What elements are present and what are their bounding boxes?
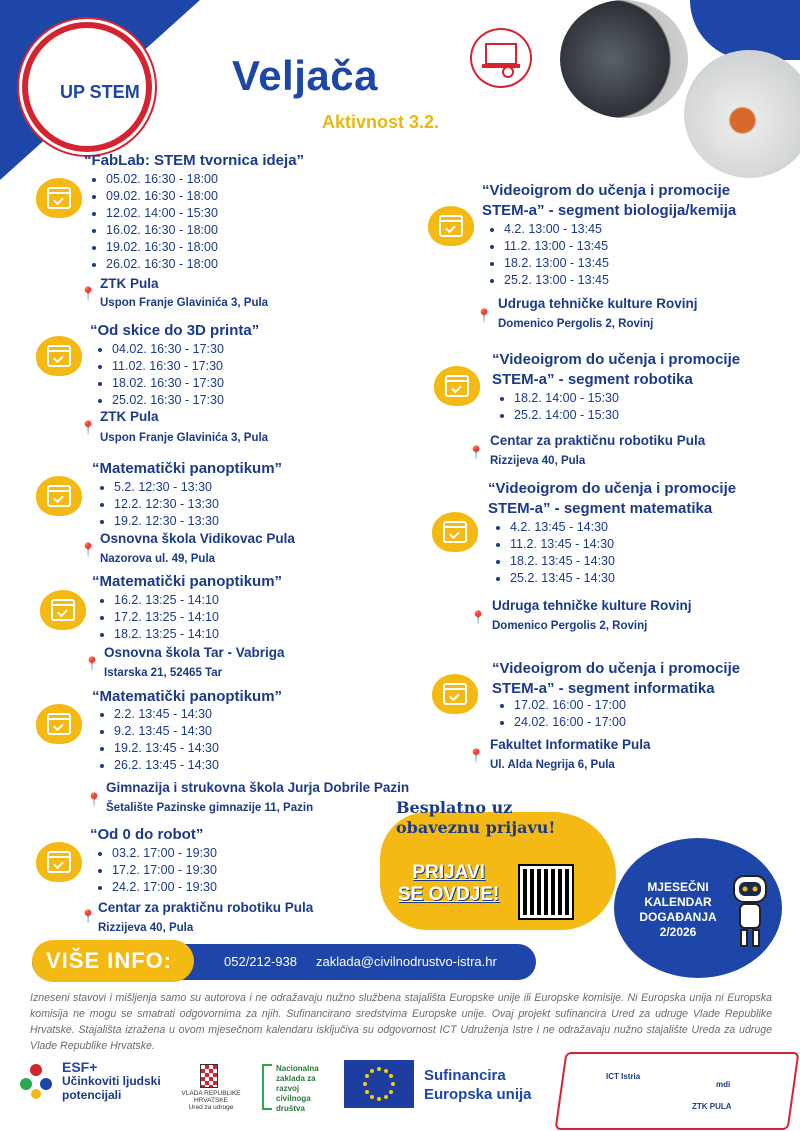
event-date: • 9.2. 13:45 - 14:30	[114, 723, 219, 740]
event-date: • 5.2. 12:30 - 13:30	[114, 479, 219, 496]
page-title: Veljača	[232, 52, 378, 99]
event-location: Udruga tehničke kulture Rovinj	[492, 598, 692, 613]
event-title-line2: STEM-a” - segment matematika	[488, 500, 713, 517]
contact-label: VIŠE INFO:	[46, 948, 173, 973]
event-date: • 25.02. 16:30 - 17:30	[112, 392, 224, 409]
event-dates	[92, 592, 219, 643]
location-pin-icon: 📍	[80, 286, 97, 301]
event-date: • 24.2. 17:00 - 19:30	[112, 879, 217, 896]
event-title-line1: “Videoigrom do učenja i promocije	[492, 660, 741, 677]
event-title: “Matematički panoptikum”	[92, 460, 283, 477]
event-dates	[92, 479, 219, 530]
event-date: • 25.2. 13:00 - 13:45	[504, 272, 609, 289]
calendar-icon	[36, 178, 82, 218]
event-date: • 09.02. 16:30 - 18:00	[106, 188, 218, 205]
location-pin-icon: 📍	[468, 748, 485, 763]
robot-photo	[684, 50, 800, 178]
robot-mascot-icon	[728, 870, 772, 950]
event-address: Rizzijeva 40, Pula	[490, 455, 586, 467]
event-address: Rizzijeva 40, Pula	[98, 922, 194, 934]
event-dates	[84, 171, 218, 273]
event-title-line2: STEM-a” - segment informatika	[492, 680, 715, 697]
event-date: • 03.2. 17:00 - 19:30	[112, 845, 217, 862]
event-dates	[482, 221, 609, 289]
activity-label: Aktivnost 3.2.	[322, 112, 440, 132]
event-title: “Matematički panoptikum”	[92, 573, 283, 590]
event-date: • 25.2. 13:45 - 14:30	[510, 570, 615, 587]
event-date: • 11.2. 13:00 - 13:45	[504, 238, 609, 255]
event-dates	[90, 341, 224, 409]
event-date: • 12.02. 14:00 - 15:30	[106, 205, 218, 222]
event-address: Šetalište Pazinske gimnazije 11, Pazin	[106, 802, 314, 814]
event-title: “Od 0 do robot”	[90, 826, 204, 843]
calendar-icon	[36, 704, 82, 744]
upstem-logo-text: UP STEM	[60, 82, 140, 102]
gov-line2: Ured za udruge	[188, 1104, 234, 1111]
partner-ztk-pula: ZTK PULA	[692, 1102, 732, 1111]
event-date: • 19.2. 12:30 - 13:30	[114, 513, 219, 530]
location-pin-icon: 📍	[80, 909, 97, 924]
calendar-icon	[432, 512, 478, 552]
event-date: • 25.2. 14:00 - 15:30	[514, 407, 619, 424]
laptop-gamepad-icon	[470, 28, 532, 88]
event-date: • 19.2. 13:45 - 14:30	[114, 740, 219, 757]
event-date: • 18.2. 14:00 - 15:30	[514, 390, 619, 407]
nz-line: Nacionalna	[276, 1064, 319, 1073]
event-date: • 18.2. 13:45 - 14:30	[510, 553, 615, 570]
croatia-coat-of-arms-icon	[200, 1064, 218, 1088]
signup-line1[interactable]: PRIJAVI	[412, 862, 485, 883]
event-dates	[92, 706, 219, 774]
event-title: “FabLab: STEM tvornica ideja”	[84, 152, 305, 169]
eu-disclaimer: Izneseni stavovi i mišljenja samo su autorova i ne odražavaju nužno službena stajališta Europske unije ili Europske komisije. Ni Europska unija ni Europska komisija ne mogu se smatrati odgovornima za njih. Sufinancirano sredstvima Europske unije. Ovaj projekt sufinancira Ured za udruge Vlade Republike Hrvatske. Stajališta izražena u ovom mjesečnom kalendaru isključiva su odgovornost ICT Udruženja Istre i ne odražavaju nužno stajalište Ureda za udruge Vlade Republike Hrvatske.	[30, 992, 772, 1052]
event-address: Uspon Franje Glavinića 3, Pula	[100, 432, 269, 444]
esf-logo-icon	[16, 1060, 56, 1100]
event-date: • 16.02. 16:30 - 18:00	[106, 222, 218, 239]
calendar-line3: DOGAĐANJA	[639, 910, 717, 924]
event-location: ZTK Pula	[100, 409, 159, 424]
event-title: “Od skice do 3D printa”	[90, 322, 260, 339]
eu-flag-icon	[344, 1060, 414, 1108]
calendar-icon	[36, 476, 82, 516]
nz-line: društva	[276, 1104, 305, 1113]
signup-qr-code[interactable]	[520, 866, 572, 918]
event-location: Udruga tehničke kulture Rovinj	[498, 296, 698, 311]
free-line2: obaveznu prijavu!	[396, 818, 556, 837]
location-pin-icon: 📍	[80, 542, 97, 557]
monthly-calendar-text	[618, 880, 738, 940]
location-pin-icon: 📍	[80, 420, 97, 435]
signup-line2[interactable]: SE OVDJE!	[398, 884, 500, 905]
event-dates	[488, 519, 615, 587]
event-date: • 04.02. 16:30 - 17:30	[112, 341, 224, 358]
event-location: Centar za praktičnu robotiku Pula	[490, 433, 706, 448]
event-date: • 16.2. 13:25 - 14:10	[114, 592, 219, 609]
croatia-government-label	[168, 1090, 254, 1111]
esf-line1: Učinkoviti ljudski	[62, 1074, 161, 1088]
event-date: • 26.2. 13:45 - 14:30	[114, 757, 219, 774]
event-date: • 17.02. 16:00 - 17:00	[514, 697, 626, 714]
event-location: ZTK Pula	[100, 276, 159, 291]
national-foundation-label	[276, 1064, 340, 1114]
event-date: • 24.02. 16:00 - 17:00	[514, 714, 626, 731]
event-date: • 18.2. 13:25 - 14:10	[114, 626, 219, 643]
3d-printers-photo	[560, 0, 688, 118]
calendar-icon	[434, 366, 480, 406]
nz-line: zaklada za	[276, 1074, 316, 1083]
event-date: • 18.2. 13:00 - 13:45	[504, 255, 609, 272]
location-pin-icon: 📍	[84, 656, 101, 671]
event-date: • 17.2. 17:00 - 19:30	[112, 862, 217, 879]
nz-line: civilnoga	[276, 1094, 311, 1103]
event-address: Uspon Franje Glavinića 3, Pula	[100, 297, 269, 309]
free-line1: Besplatno uz	[396, 798, 513, 817]
event-title-line1: “Videoigrom do učenja i promocije	[488, 480, 737, 497]
esf-line2: potencijali	[62, 1088, 122, 1102]
event-location: Fakultet Informatike Pula	[490, 737, 651, 752]
free-registration-note	[396, 798, 555, 838]
calendar-icon	[432, 674, 478, 714]
calendar-line4: 2/2026	[659, 925, 697, 939]
eu-cofunded-label	[424, 1066, 532, 1104]
event-date: • 19.02. 16:30 - 18:00	[106, 239, 218, 256]
calendar-icon	[428, 206, 474, 246]
event-address: Domenico Pergolis 2, Rovinj	[492, 620, 648, 632]
eu-line1: Sufinancira	[424, 1067, 506, 1084]
event-date: • 11.2. 13:45 - 14:30	[510, 536, 615, 553]
contact-email[interactable]: zaklada@civilnodrustvo-istra.hr	[316, 954, 497, 969]
event-location: Centar za praktičnu robotiku Pula	[98, 900, 314, 915]
calendar-icon	[40, 590, 86, 630]
event-address: Istarska 21, 52465 Tar	[104, 667, 223, 679]
calendar-icon	[36, 842, 82, 882]
event-dates	[492, 390, 619, 424]
esf-text	[62, 1060, 161, 1102]
partner-mdi: mdi	[716, 1080, 731, 1089]
event-dates	[90, 845, 217, 896]
event-date: • 11.02. 16:30 - 17:30	[112, 358, 224, 375]
partner-logos-panel	[555, 1052, 800, 1130]
event-title-line2: STEM-a” - segment robotika	[492, 371, 693, 388]
esf-mark: ESF+	[62, 1059, 98, 1075]
event-address: Ul. Alda Negrija 6, Pula	[490, 759, 615, 771]
event-date: • 26.02. 16:30 - 18:00	[106, 256, 218, 273]
event-title: “Matematički panoptikum”	[92, 688, 283, 705]
nz-line: razvoj	[276, 1084, 300, 1093]
event-date: • 4.2. 13:00 - 13:45	[504, 221, 609, 238]
location-pin-icon: 📍	[476, 308, 493, 323]
event-dates	[492, 697, 626, 731]
event-title-line2: STEM-a” - segment biologija/kemija	[482, 202, 737, 219]
event-location: Gimnazija i strukovna škola Jurja Dobrile Pazin	[106, 780, 410, 795]
calendar-line2: KALENDAR	[644, 895, 712, 909]
event-title-line1: “Videoigrom do učenja i promocije	[492, 351, 741, 368]
calendar-icon	[36, 336, 82, 376]
event-date: • 05.02. 16:30 - 18:00	[106, 171, 218, 188]
location-pin-icon: 📍	[86, 792, 103, 807]
event-location: Osnovna škola Tar - Vabriga	[104, 645, 285, 660]
gov-line1: VLADA REPUBLIKE HRVATSKE	[181, 1090, 241, 1104]
event-date: • 17.2. 13:25 - 14:10	[114, 609, 219, 626]
event-address: Nazorova ul. 49, Pula	[100, 553, 216, 565]
nz-logo-bracket-icon	[262, 1064, 272, 1110]
event-date: • 4.2. 13:45 - 14:30	[510, 519, 615, 536]
location-pin-icon: 📍	[470, 610, 487, 625]
contact-phone[interactable]: 052/212-938	[224, 954, 298, 969]
partner-ict-istria: ICT Istria	[606, 1072, 641, 1081]
event-date: • 2.2. 13:45 - 14:30	[114, 706, 219, 723]
calendar-line1: MJESEČNI	[647, 880, 709, 894]
event-address: Domenico Pergolis 2, Rovinj	[498, 318, 654, 330]
event-date: • 18.02. 16:30 - 17:30	[112, 375, 224, 392]
event-date: • 12.2. 12:30 - 13:30	[114, 496, 219, 513]
event-title-line1: “Videoigrom do učenja i promocije	[482, 182, 731, 199]
eu-line2: Europska unija	[424, 1086, 532, 1103]
signup-link[interactable]	[398, 862, 499, 906]
location-pin-icon: 📍	[468, 445, 485, 460]
event-location: Osnovna škola Vidikovac Pula	[100, 531, 295, 546]
